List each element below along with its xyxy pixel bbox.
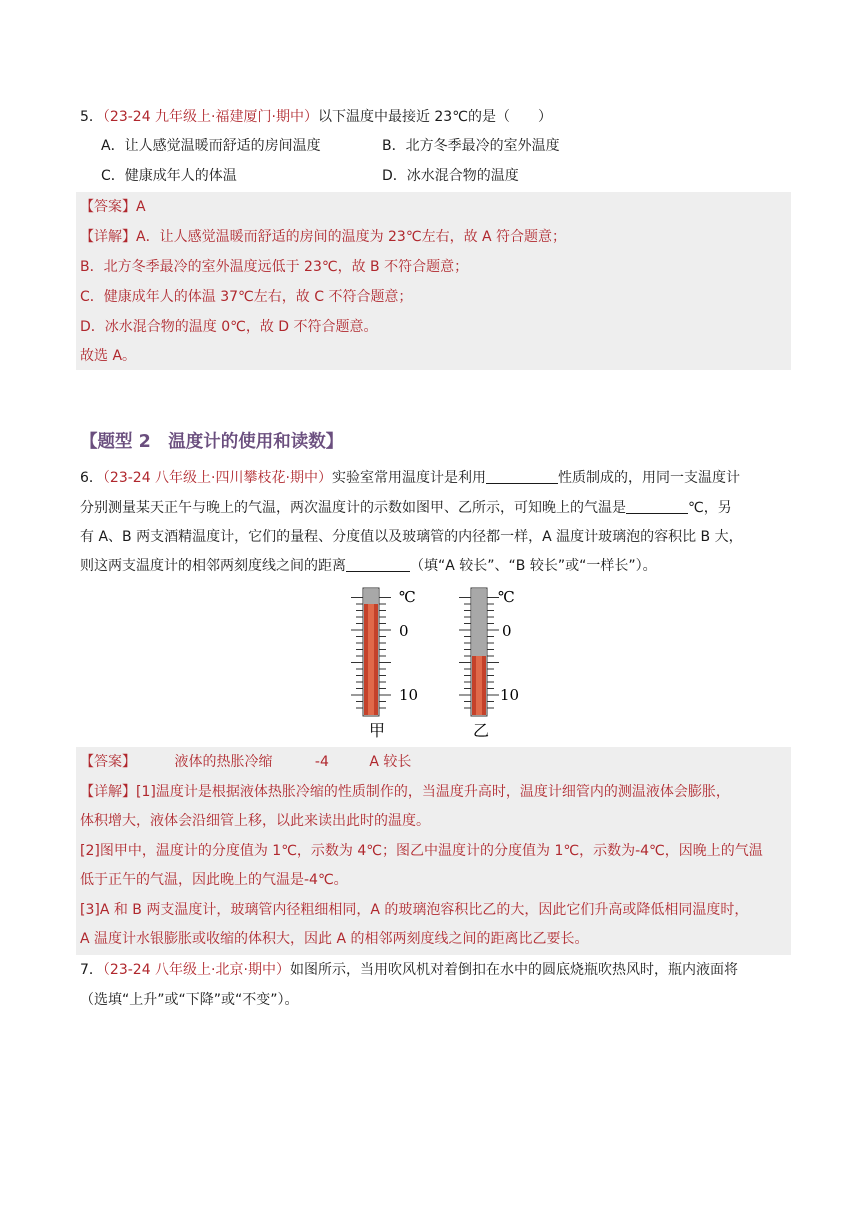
q5-option-c: C．健康成年人的体温	[101, 168, 237, 184]
thermometer-yi-liquid-highlight	[476, 656, 482, 715]
q5-answer-box	[76, 192, 791, 370]
q5-detail-line-4: D．冰水混合物的温度 0℃，故 D 不符合题意。	[80, 319, 378, 335]
q6-answer-3: A 较长	[369, 754, 412, 770]
q6-answer-1: 液体的热胀冷缩	[174, 754, 273, 770]
q6-detail-line-4: 低于正午的气温，因此晚上的气温是-4℃。	[80, 872, 348, 888]
q6-blank-2	[626, 499, 688, 514]
thermometer-jia-unit: ℃	[399, 588, 416, 606]
q6-line-1-text-b: 性质制成的，用同一支温度计	[557, 470, 740, 486]
section-heading: 【题型 2 温度计的使用和读数】	[80, 432, 344, 452]
q5-source: （23-24 九年级上·福建厦门·期中）	[102, 109, 318, 125]
q6-detail-line-5: [3]A 和 B 两支温度计，玻璃管内径粗细相同，A 的玻璃泡容积比乙的大，因此它们升高或降低相同温度时，	[80, 902, 749, 918]
thermometer-figure	[330, 580, 540, 740]
q5-number: 5．	[80, 109, 103, 125]
q6-line-4	[80, 555, 657, 575]
q7-line-1	[80, 959, 738, 979]
q7-number: 7．	[80, 962, 103, 978]
q6-detail-line-6: A 温度计水银膨胀或收缩的体积大，因此 A 的相邻两刻度线之间的距离比乙要长。	[80, 931, 589, 947]
q5-detail-line-3: C．健康成年人的体温 37℃左右，故 C 不符合题意；	[80, 289, 413, 305]
q5-option-b: B．北方冬季最冷的室外温度	[382, 138, 560, 154]
q6-answer-label: 【答案】	[80, 754, 136, 770]
q6-number: 6．	[80, 470, 103, 486]
thermometer-yi-unit: ℃	[498, 588, 515, 606]
thermometer-jia-liquid-highlight	[368, 604, 374, 715]
thermometer-yi	[459, 588, 519, 740]
thermometer-yi-empty	[472, 589, 486, 656]
q6-answer-2: -4	[314, 754, 329, 770]
thermometer-jia-label-10: 10	[399, 686, 419, 704]
thermometer-jia-caption: 甲	[369, 721, 386, 740]
q6-line-4-text: 则这两支温度计的相邻两刻度线之间的距离	[80, 558, 346, 574]
q5-text: 以下温度中最接近 23℃的是（ ）	[317, 109, 552, 125]
q7-source: （23-24 八年级上·北京·期中）	[102, 962, 290, 978]
q6-blank-3	[346, 557, 410, 572]
q6-line-4-text-b: （填“A 较长”、“B 较长”或“一样长”）。	[410, 558, 657, 574]
q6-source: （23-24 八年级上·四川攀枝花·期中）	[102, 470, 332, 486]
q7-line-1-text: 如图所示，当用吹风机对着倒扣在水中的圆底烧瓶吹热风时，瓶内液面将	[289, 962, 738, 978]
q6-line-2	[80, 497, 732, 517]
thermometer-yi-caption: 乙	[473, 721, 490, 740]
q5-question	[80, 106, 552, 126]
q6-line-1	[80, 467, 740, 487]
thermometer-jia-label-0: 0	[399, 622, 409, 640]
q5-detail-line-2: B．北方冬季最冷的室外温度远低于 23℃，故 B 不符合题意；	[80, 259, 469, 275]
q6-line-2-text: 分别测量某天正午与晚上的气温，两次温度计的示数如图甲、乙所示，可知晚上的气温是	[80, 500, 626, 516]
thermometer-jia-empty	[364, 589, 378, 604]
q5-option-a: A．让人感觉温暖而舒适的房间温度	[101, 138, 321, 154]
q6-line-2-text-b: ℃，另	[688, 500, 732, 516]
q5-answer: 【答案】A	[80, 199, 146, 215]
q6-detail-line-2: 体积增大，液体会沿细管上移，以此来读出此时的温度。	[80, 813, 430, 829]
q6-detail-line-1: 【详解】[1]温度计是根据液体热胀冷缩的性质制作的，当温度升高时，温度计细管内的测温液体会膨胀，	[80, 784, 730, 800]
q5-option-d: D．冰水混合物的温度	[382, 168, 519, 184]
q6-detail-line-3: [2]图甲中，温度计的分度值为 1℃，示数为 4℃；图乙中温度计的分度值为 1℃，示数为-4℃，因晚上的气温	[80, 843, 763, 859]
thermometer-yi-label-0: 0	[502, 622, 512, 640]
q6-line-3: 有 A、B 两支酒精温度计，它们的量程、分度值以及玻璃管的内径都一样，A 温度计玻璃泡的容积比 B 大，	[80, 529, 743, 545]
q5-detail-line-1: 【详解】A．让人感觉温暖而舒适的房间的温度为 23℃左右，故 A 符合题意；	[80, 229, 567, 245]
q6-answer-row	[80, 751, 411, 771]
thermometer-jia	[351, 588, 418, 740]
q6-line-1-text: 实验室常用温度计是利用	[331, 470, 486, 486]
q6-blank-1	[486, 469, 558, 484]
q5-detail-line-5: 故选 A。	[80, 348, 137, 364]
thermometer-yi-label-10: 10	[500, 686, 520, 704]
q7-line-2: （选填“上升”或“下降”或“不变”）。	[80, 992, 299, 1008]
